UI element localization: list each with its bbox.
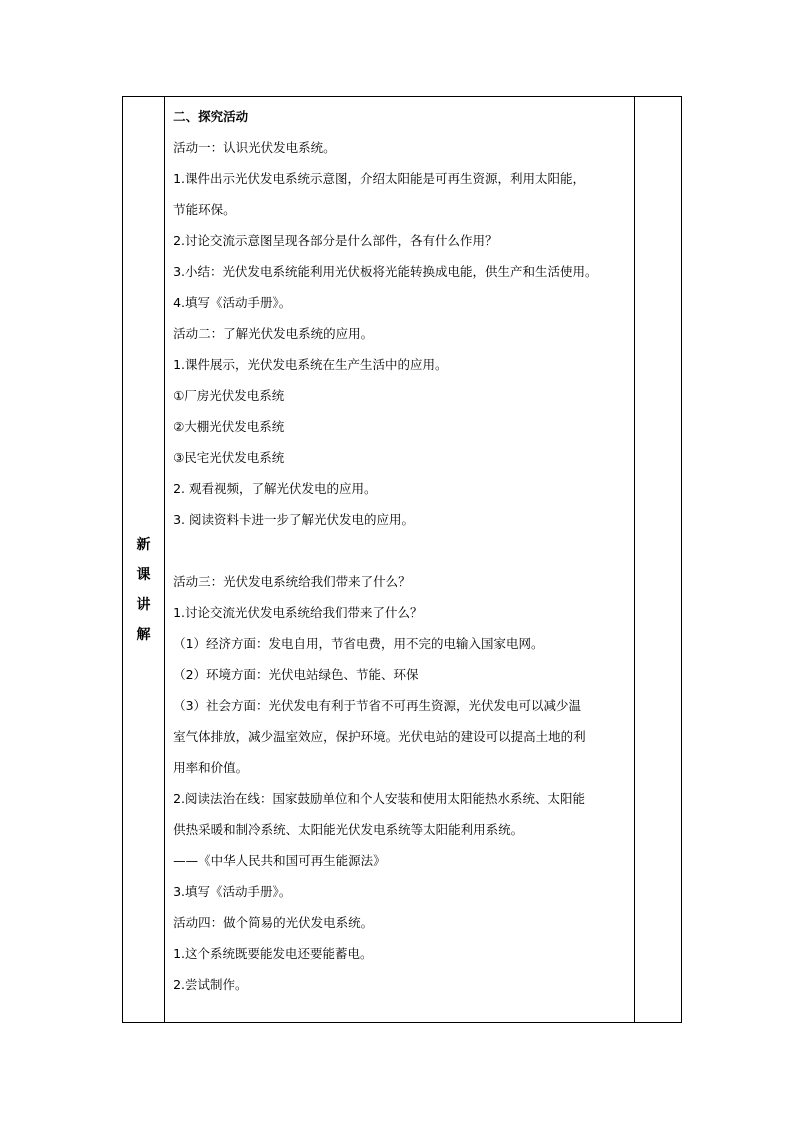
content-line: （3）社会方面：光伏发电有利于节省不可再生资源，光伏发电可以减少温 <box>173 698 582 713</box>
content-line: 二、探究活动 <box>173 109 249 124</box>
lesson-row <box>123 97 682 1023</box>
content-line: 室气体排放，减少温室效应，保护环境。光伏电站的建设可以提高土地的利 <box>173 729 586 744</box>
content-line: （2）环境方面：光伏电站绿色、节能、环保 <box>173 667 419 682</box>
section-label-cell <box>123 97 165 1023</box>
content-line: 活动一：认识光伏发电系统。 <box>173 140 336 155</box>
content-line: 3.小结：光伏发电系统能利用光伏板将光能转换成电能，供生产和生活使用。 <box>173 264 598 279</box>
content-line <box>173 535 628 566</box>
content-line: （1）经济方面：发电自用，节省电费，用不完的电输入国家电网。 <box>173 636 544 651</box>
content-line: ——《中华人民共和国可再生能源法》 <box>173 853 386 868</box>
content-line: ②大棚光伏发电系统 <box>173 419 285 434</box>
content-line: 2.尝试制作。 <box>173 977 248 992</box>
content-cell <box>165 97 635 1023</box>
notes-cell <box>634 97 681 1023</box>
lesson-table <box>122 96 682 1023</box>
content-line: 2.阅读法治在线：国家鼓励单位和个人安装和使用太阳能热水系统、太阳能 <box>173 791 585 806</box>
content-line: 活动三：光伏发电系统给我们带来了什么？ <box>173 574 411 589</box>
content-line: 活动二：了解光伏发电系统的应用。 <box>173 326 374 341</box>
content-line: ①厂房光伏发电系统 <box>173 388 285 403</box>
content-line: 用率和价值。 <box>173 760 249 775</box>
content-line: 1.课件展示，光伏发电系统在生产生活中的应用。 <box>173 357 448 372</box>
content-line: 1.这个系统既要能发电还要能蓄电。 <box>173 946 373 961</box>
content-line: 活动四：做个简易的光伏发电系统。 <box>173 915 374 930</box>
content-line: 3.填写《活动手册》。 <box>173 884 292 899</box>
content-line: 2. 观看视频，了解光伏发电的应用。 <box>173 481 377 496</box>
content-line: 1.讨论交流光伏发电系统给我们带来了什么？ <box>173 605 423 620</box>
content-line: 4.填写《活动手册》。 <box>173 295 292 310</box>
content-line: ③民宅光伏发电系统 <box>173 450 285 465</box>
content-line: 2.讨论交流示意图呈现各部分是什么部件，各有什么作用？ <box>173 233 498 248</box>
content-line: 节能环保。 <box>173 202 236 217</box>
content-line: 1.课件出示光伏发电系统示意图，介绍太阳能是可再生资源，利用太阳能， <box>173 171 585 186</box>
section-label: 新课讲解 <box>136 536 151 643</box>
content-lines <box>173 101 628 1000</box>
content-line: 供热采暖和制冷系统、太阳能光伏发电系统等太阳能利用系统。 <box>173 822 524 837</box>
content-line: 3. 阅读资料卡进一步了解光伏发电的应用。 <box>173 512 414 527</box>
